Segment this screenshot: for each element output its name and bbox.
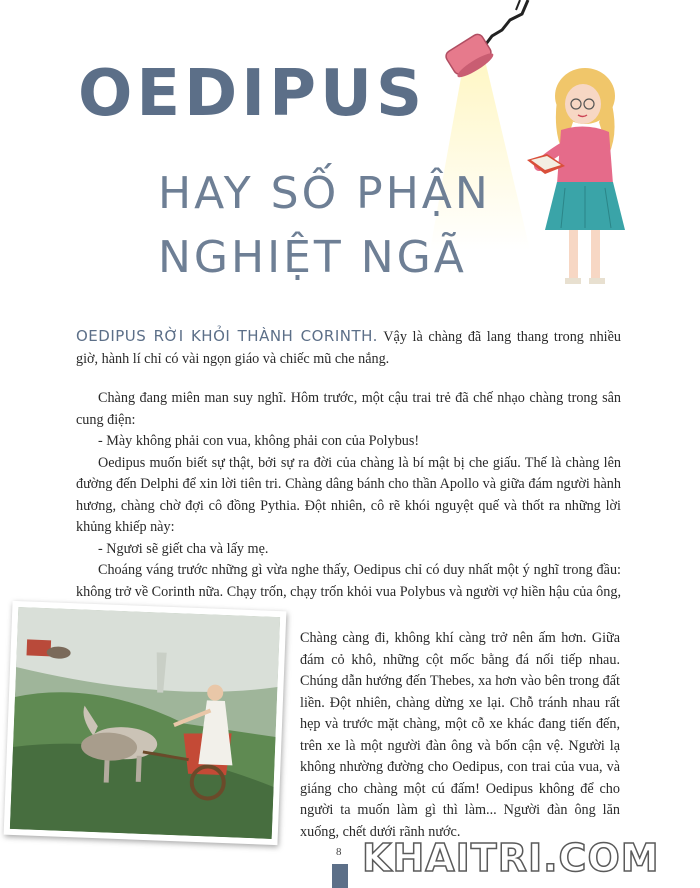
page-tab-marker <box>332 864 348 888</box>
chariot-illustration <box>4 601 287 845</box>
body-text <box>76 388 621 625</box>
paragraph: Choáng váng trước những gì vừa nghe thấy, Oedipus chỉ có duy nhất một ý nghĩ trong đầu: không trở về Corinth nữa. Chạy trốn, chạy trốn khỏi vua Polybus và người vợ hiền hậu của ông, <box>76 562 622 600</box>
watermark-logo: KHAITRI.COM <box>362 836 660 880</box>
paragraph: - Mày không phải con vua, không phải con của Polybus! <box>98 433 420 449</box>
intro-text: Vậy là chàng đã lang thang trong nhiều giờ, hành lí chỉ có vài ngọn giáo và chiếc mũ che nắng. <box>76 329 621 367</box>
page-number: 8 <box>336 846 342 858</box>
girl-reading-illustration <box>525 62 635 294</box>
paragraph: - Ngươi sẽ giết cha và lấy mẹ. <box>98 540 269 557</box>
chariot-scene-icon <box>10 607 280 839</box>
paragraph: Chàng đang miên man suy nghĩ. Hôm trước, một cậu trai trẻ đã chế nhạo chàng trong sân cung điện: <box>76 390 621 428</box>
page-subtitle-line1: HAY SỐ PHẬN <box>158 168 491 219</box>
intro-paragraph <box>76 326 621 370</box>
intro-lead: OEDIPUS RỜI KHỎI THÀNH CORINTH. <box>76 327 378 345</box>
right-column-paragraph: Chàng càng đi, không khí càng trở nên ấm hơn. Giữa đám cỏ khô, những cột mốc bằng đá nối tiếp nhau. Chúng dẫn hướng đến Thebes, xa hơn vào bên trong đất liền. Đột nhiên, chàng dừng xe lại. Chỗ tránh nhau rất hẹp và trước mặt chàng, một cỗ xe khác đang tiến đến, trên xe là một người đàn ông và bốn cận vệ. Người lạ không nhường đường cho Oedipus, con trai của vua, và giáng cho chàng một cú đấm! Oedipus không để cho người ta muốn làm gì thì làm... Người đàn ông lăn xuống, chết dưới rãnh nước. <box>300 630 620 840</box>
page-subtitle-line2: NGHIỆT NGÃ <box>158 232 467 283</box>
page-title: OEDIPUS <box>78 57 427 131</box>
paragraph: Oedipus muốn biết sự thật, bởi sự ra đời của chàng là bí mật bị che giấu. Thế là chàng lên đường đến Delphi để xin lời tiên tri. Chàng dâng bánh cho thần Apollo và giữa đám người hành hương, chàng chờ đợi cô đồng Pythia. Đột nhiên, cô rẽ khói nguyệt quế và thốt ra những lời khủng khiếp này: <box>76 454 621 535</box>
